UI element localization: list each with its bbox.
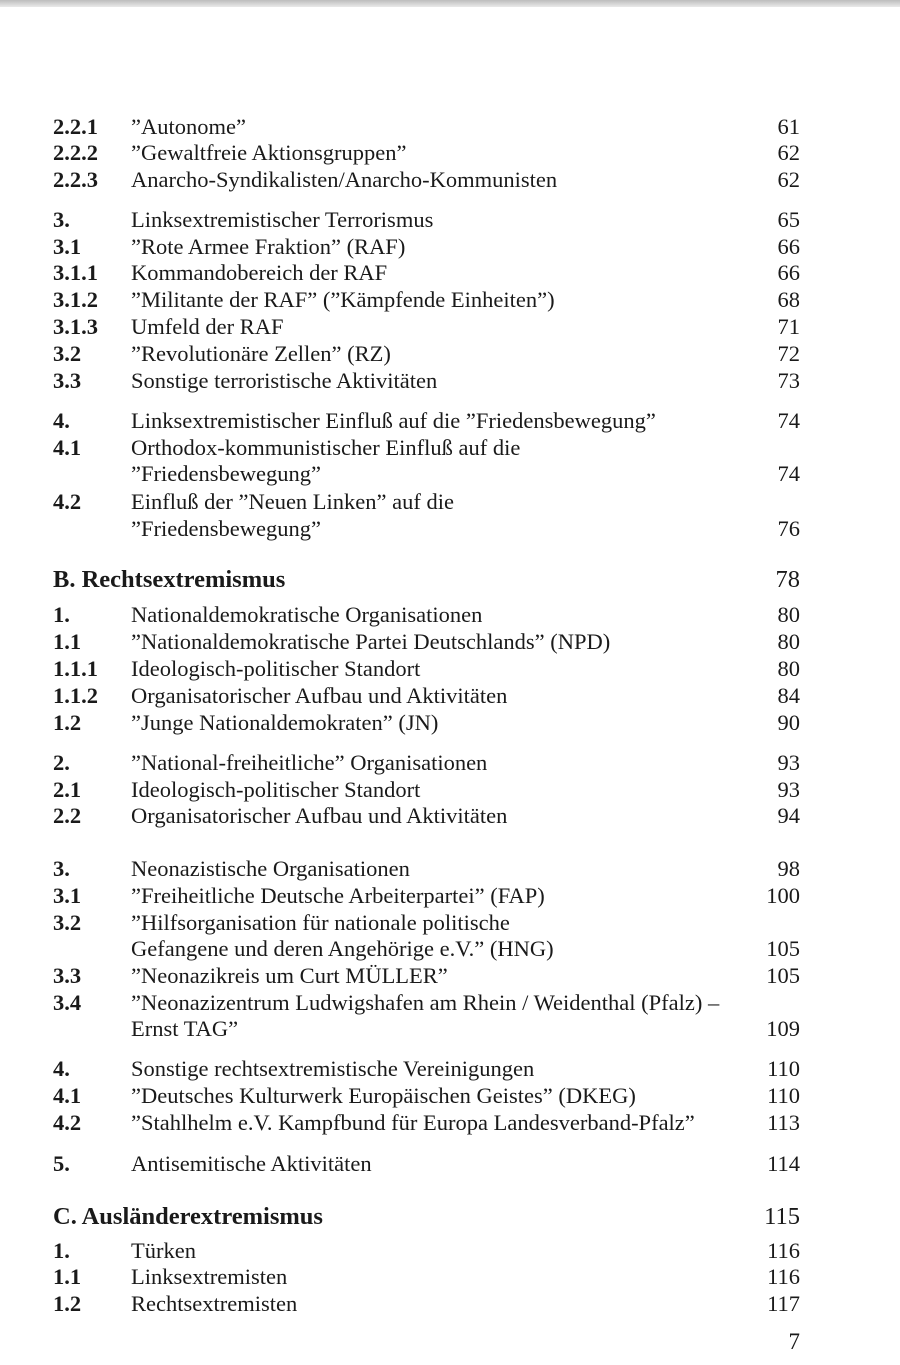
entry-page: 72 (777, 341, 800, 366)
entry-page: 80 (777, 602, 800, 627)
toc-entry (53, 1290, 800, 1318)
entry-title: ”Deutsches Kulturwerk Europäischen Geistes” (DKEG) (131, 1083, 636, 1108)
entry-page: 80 (777, 629, 800, 654)
entry-title: ”Militante der RAF” (”Kämpfende Einheiten”) (131, 287, 555, 312)
entry-title: Orthodox-kommunistischer Einfluß auf die (131, 435, 521, 460)
entry-number: 2.2.3 (53, 167, 98, 192)
entry-number: 4.1 (53, 1083, 82, 1108)
entry-number: 3.1 (53, 234, 82, 259)
entry-page: 76 (777, 516, 800, 541)
entry-title: ”Autonome” (131, 114, 246, 139)
entry-title: Rechtsextremisten (131, 1291, 298, 1316)
entry-page: 71 (777, 314, 800, 339)
toc-entry (53, 206, 800, 234)
toc-entry (53, 802, 800, 830)
toc-entry (53, 515, 800, 543)
entry-number: 3.3 (53, 368, 82, 393)
entry-number: 2.1 (53, 777, 82, 802)
toc-entry (53, 113, 800, 141)
entry-number: 1.1.2 (53, 683, 98, 708)
entry-number: 3. (53, 207, 70, 232)
entry-page: 74 (777, 461, 800, 486)
entry-title: Nationaldemokratische Organisationen (131, 602, 483, 627)
entry-page: 90 (777, 710, 800, 735)
toc-entry (53, 601, 800, 629)
entry-page: 110 (767, 1083, 800, 1108)
entry-page: 93 (777, 750, 800, 775)
toc-entry (53, 709, 800, 737)
entry-title: ”Gewaltfreie Aktionsgruppen” (131, 140, 407, 165)
entry-page: 61 (777, 114, 800, 139)
entry-page: 105 (766, 936, 800, 961)
entry-number: 4.2 (53, 1110, 82, 1135)
entry-number: 3.2 (53, 910, 82, 935)
entry-title: Linksextremistischer Einfluß auf die ”Friedensbewegung” (131, 408, 656, 433)
entry-page: 66 (777, 260, 800, 285)
entry-number: 3.4 (53, 990, 82, 1015)
entry-number: 4. (53, 1056, 70, 1081)
section-title: B. Rechtsextremismus (53, 566, 286, 593)
entry-title: ”Stahlhelm e.V. Kampfbund für Europa Landesverband-Pfalz” (131, 1110, 695, 1135)
toc-entry (53, 655, 800, 683)
entry-number: 3.1.1 (53, 260, 98, 285)
entry-title: ”Freiheitliche Deutsche Arbeiterpartei” (FAP) (131, 883, 545, 908)
entry-title: Ideologisch-politischer Standort (131, 777, 421, 802)
page-number: 7 (788, 1329, 800, 1354)
entry-number: 4. (53, 408, 70, 433)
section-heading (53, 566, 800, 594)
entry-page: 98 (777, 856, 800, 881)
entry-page: 109 (766, 1016, 800, 1041)
entry-number: 1.1.1 (53, 656, 98, 681)
entry-number: 1.2 (53, 1291, 82, 1316)
toc-entry (53, 776, 800, 804)
toc-entry (53, 628, 800, 656)
entry-title: ”Revolutionäre Zellen” (RZ) (131, 341, 391, 366)
entry-number: 3. (53, 856, 70, 881)
scan-edge (0, 0, 900, 7)
toc-entry (53, 259, 800, 287)
entry-number: 1.2 (53, 710, 82, 735)
toc-entry (53, 935, 800, 963)
toc-entry (53, 1109, 800, 1137)
entry-number: 5. (53, 1151, 70, 1176)
entry-title: Ernst TAG” (131, 1016, 239, 1041)
entry-number: 4.1 (53, 435, 82, 460)
entry-page: 114 (767, 1151, 800, 1176)
entry-number: 2.2.2 (53, 140, 98, 165)
entry-number: 1.1 (53, 1264, 82, 1289)
toc-entry (53, 962, 800, 990)
entry-title: ”Hilfsorganisation für nationale politische (131, 910, 510, 935)
entry-page: 65 (777, 207, 800, 232)
entry-page: 74 (777, 408, 800, 433)
toc-entry (53, 682, 800, 710)
toc-entry (53, 1055, 800, 1083)
toc-entry (53, 882, 800, 910)
toc-entry (53, 488, 800, 516)
entry-title: ”Nationaldemokratische Partei Deutschlands” (NPD) (131, 629, 611, 654)
entry-page: 62 (777, 140, 800, 165)
entry-page: 113 (767, 1110, 800, 1135)
toc-entry (53, 233, 800, 261)
entry-number: 3.3 (53, 963, 82, 988)
entry-title: Kommandobereich der RAF (131, 260, 388, 285)
entry-page: 94 (777, 803, 800, 828)
entry-title: ”National-freiheitliche” Organisationen (131, 750, 488, 775)
entry-title: Sonstige terroristische Aktivitäten (131, 368, 438, 393)
entry-title: Linksextremisten (131, 1264, 288, 1289)
entry-title: Linksextremistischer Terrorismus (131, 207, 434, 232)
entry-title: ”Neonazizentrum Ludwigshafen am Rhein / Weidenthal (Pfalz) – (131, 990, 720, 1015)
entry-number: 3.1.2 (53, 287, 98, 312)
entry-title: Organisatorischer Aufbau und Aktivitäten (131, 803, 508, 828)
entry-page: 68 (777, 287, 800, 312)
toc-entry (53, 1237, 800, 1265)
entry-number: 1. (53, 1238, 70, 1263)
entry-page: 73 (777, 368, 800, 393)
entry-page: 115 (764, 1203, 800, 1230)
entry-page: 116 (767, 1238, 800, 1263)
entry-number: 2. (53, 750, 70, 775)
toc-entry (53, 1082, 800, 1110)
entry-page: 93 (777, 777, 800, 802)
entry-title: ”Junge Nationaldemokraten” (JN) (131, 710, 439, 735)
toc-entry (53, 989, 800, 1017)
entry-title: Türken (131, 1238, 196, 1263)
toc-entry (53, 340, 800, 368)
section-heading (53, 1203, 800, 1231)
toc-entry (53, 909, 800, 937)
entry-title: ”Friedensbewegung” (131, 516, 321, 541)
entry-page: 100 (766, 883, 800, 908)
entry-page: 105 (766, 963, 800, 988)
toc-entry (53, 139, 800, 167)
entry-page: 110 (767, 1056, 800, 1081)
entry-title: Organisatorischer Aufbau und Aktivitäten (131, 683, 508, 708)
entry-title: Neonazistische Organisationen (131, 856, 410, 881)
entry-number: 3.1.3 (53, 314, 98, 339)
entry-number: 3.1 (53, 883, 82, 908)
entry-number: 4.2 (53, 489, 82, 514)
entry-page: 80 (777, 656, 800, 681)
toc-entry (53, 367, 800, 395)
entry-number: 2.2.1 (53, 114, 98, 139)
section-title: C. Ausländerextremismus (53, 1203, 323, 1230)
toc-entry (53, 286, 800, 314)
entry-page: 117 (767, 1291, 800, 1316)
toc-entry (53, 1263, 800, 1291)
entry-page: 116 (767, 1264, 800, 1289)
entry-number: 1.1 (53, 629, 82, 654)
entry-title: Gefangene und deren Angehörige e.V.” (HNG) (131, 936, 554, 961)
entry-number: 2.2 (53, 803, 82, 828)
toc-entry (53, 434, 800, 462)
entry-page: 84 (777, 683, 800, 708)
entry-page: 66 (777, 234, 800, 259)
entry-title: Sonstige rechtsextremistische Vereinigungen (131, 1056, 535, 1081)
toc-entry (53, 749, 800, 777)
entry-title: Anarcho-Syndikalisten/Anarcho-Kommunisten (131, 167, 558, 192)
toc-entry (53, 1015, 800, 1043)
entry-title: ”Friedensbewegung” (131, 461, 321, 486)
entry-title: Einfluß der ”Neuen Linken” auf die (131, 489, 454, 514)
entry-number: 3.2 (53, 341, 82, 366)
toc-entry (53, 855, 800, 883)
toc-entry (53, 166, 800, 194)
entry-title: ”Rote Armee Fraktion” (RAF) (131, 234, 406, 259)
entry-number: 1. (53, 602, 70, 627)
entry-page: 78 (775, 566, 800, 593)
toc-entry (53, 1150, 800, 1178)
entry-page: 62 (777, 167, 800, 192)
toc-entry (53, 460, 800, 488)
toc-entry (53, 407, 800, 435)
entry-title: Antisemitische Aktivitäten (131, 1151, 372, 1176)
entry-title: Ideologisch-politischer Standort (131, 656, 421, 681)
toc-entry (53, 313, 800, 341)
entry-title: ”Neonazikreis um Curt MÜLLER” (131, 963, 448, 988)
entry-title: Umfeld der RAF (131, 314, 284, 339)
